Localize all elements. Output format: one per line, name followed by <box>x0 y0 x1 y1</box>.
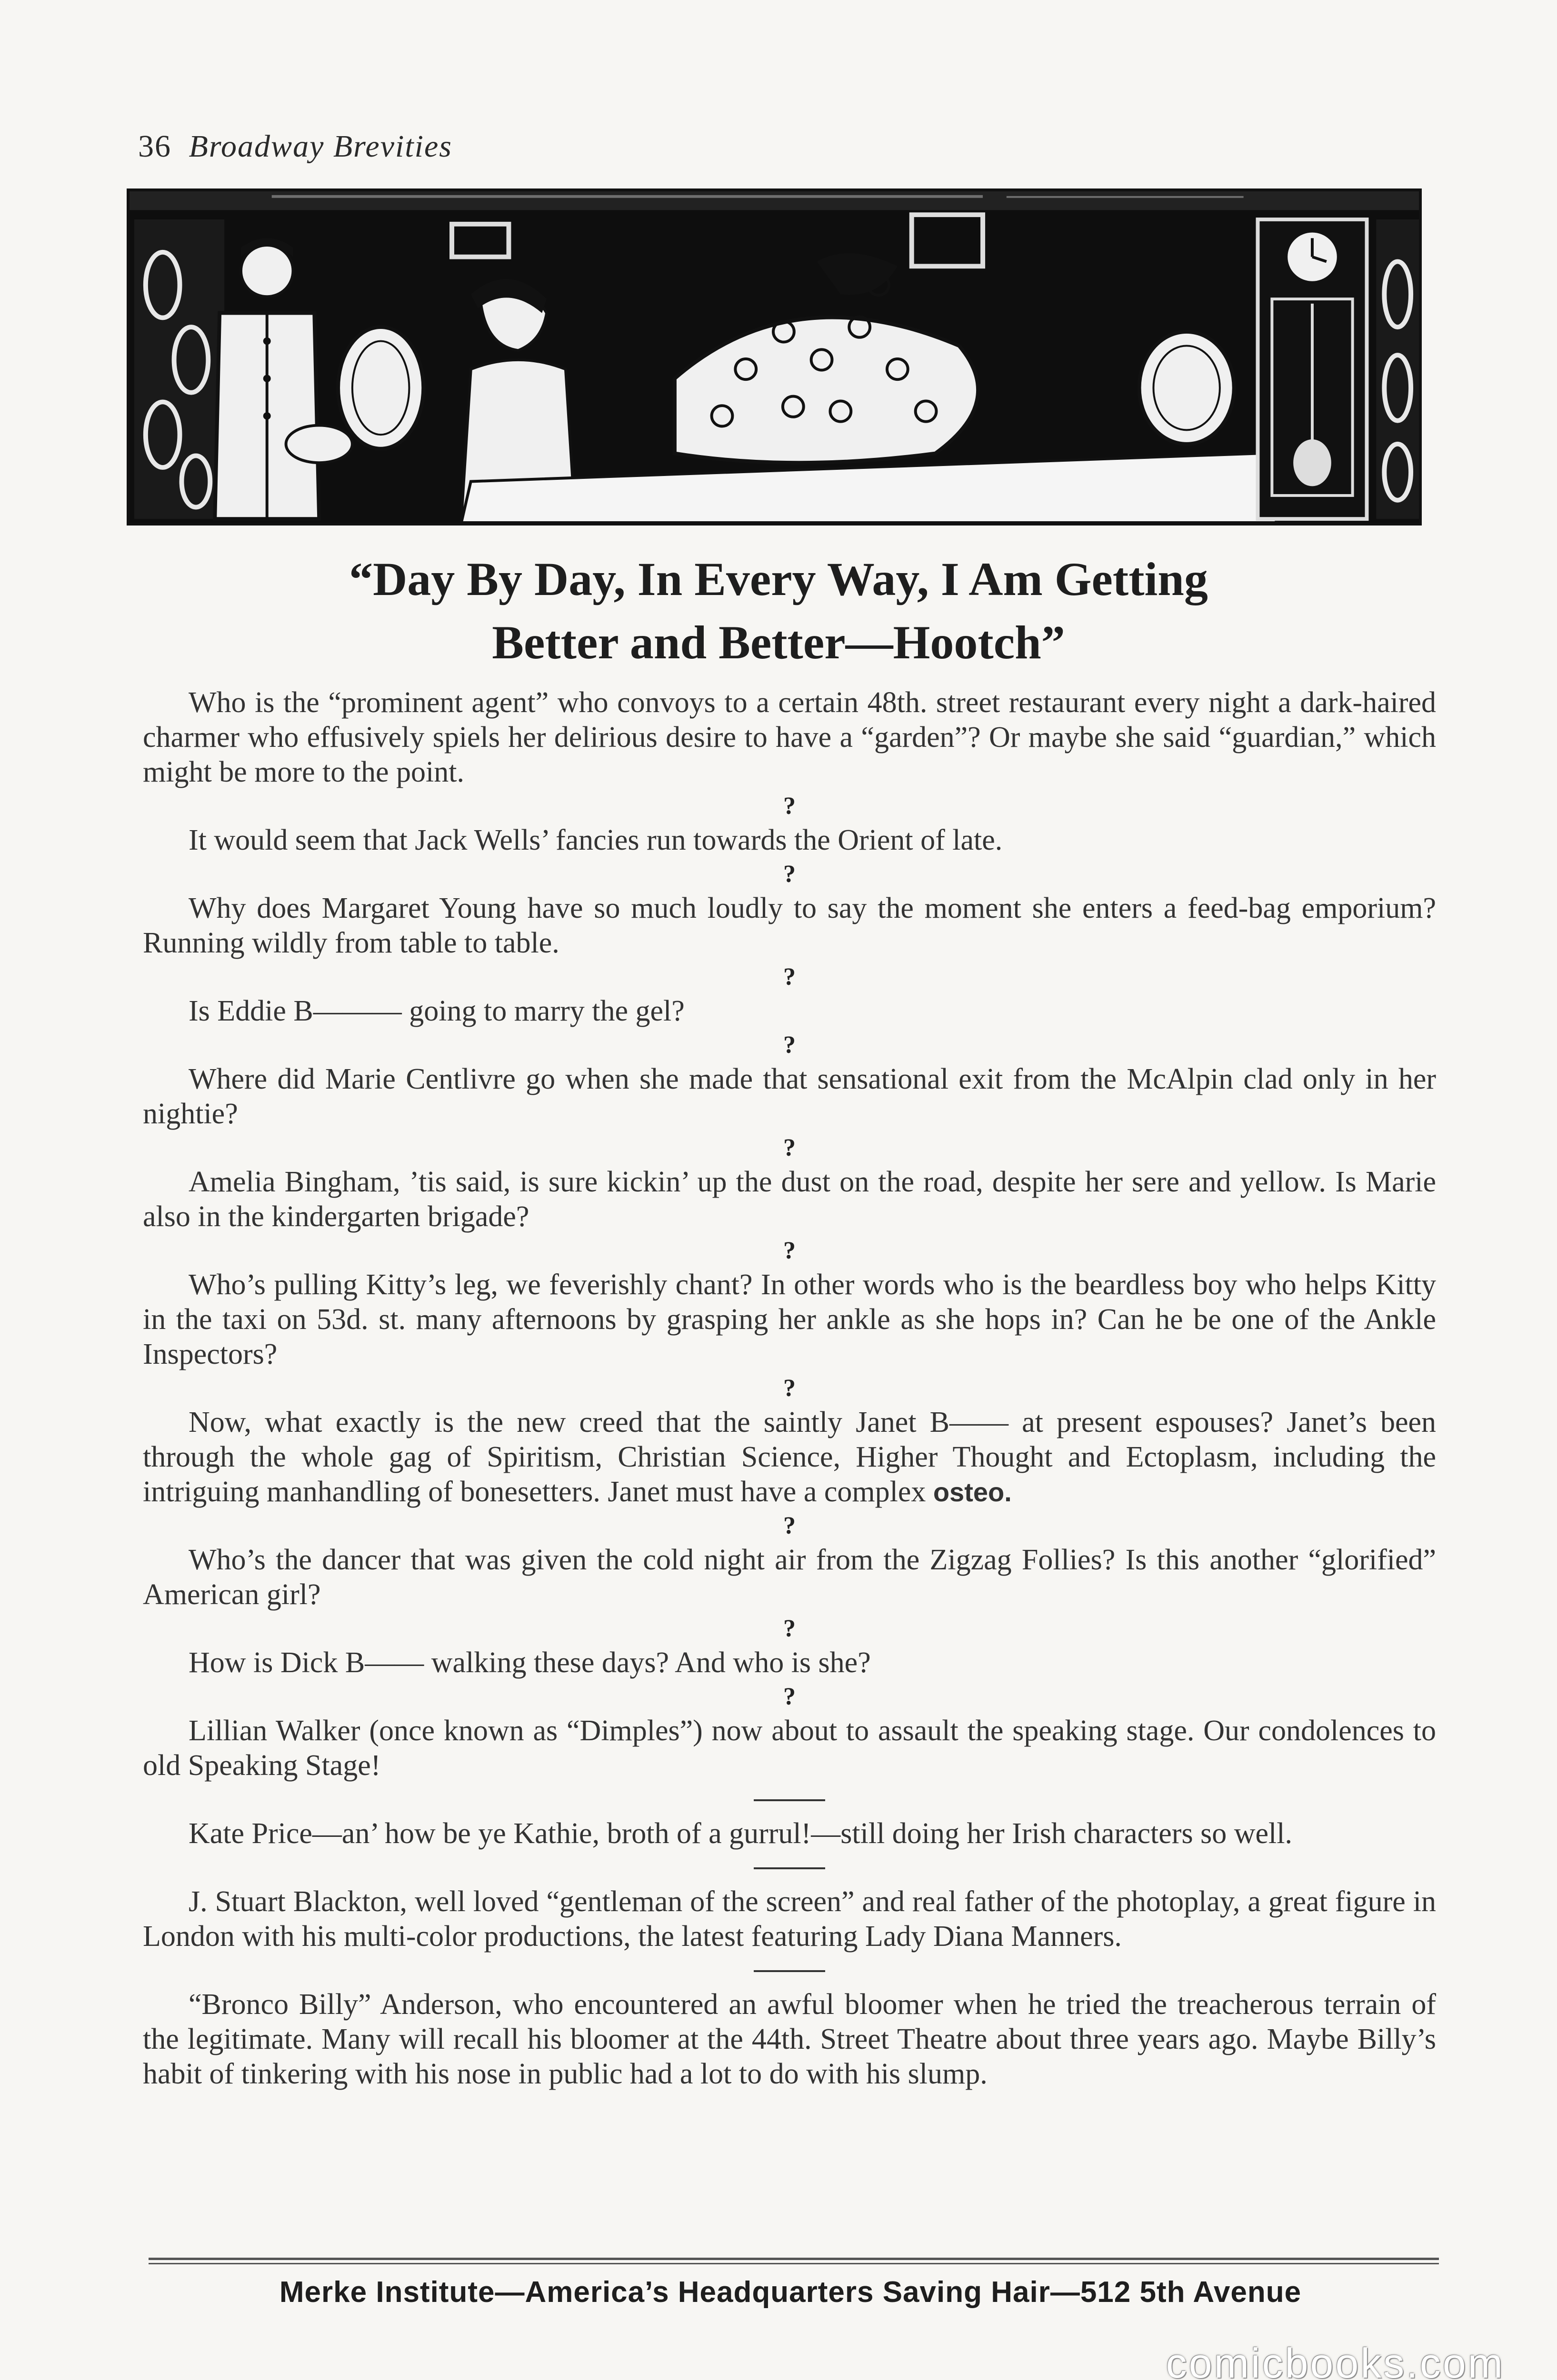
paragraph-prominent-agent: Who is the “prominent agent” who convoys to a certain 48th. street restaurant every night a dark-haired charmer who effusively spiels her delirious desire to have a “garden”? Or maybe she said “guardian,” which might be more to the point. <box>143 686 1436 788</box>
footer-double-rule <box>149 2258 1439 2264</box>
short-rule-divider <box>143 1783 1436 1816</box>
paragraph-janet-b <box>143 1405 1436 1509</box>
paragraph-kate-price: Kate Price—an’ how be ye Kathie, broth of a gurrul!—still doing her Irish characters so well. <box>189 1817 1292 1850</box>
paragraph-marie-centlivre: Where did Marie Centlivre go when she made that sensational exit from the McAlpin clad only in her nightie? <box>143 1063 1436 1130</box>
question-separator: ? <box>783 1615 796 1642</box>
paragraph-eddie-b: Is Eddie B——— going to marry the gel? <box>189 995 685 1027</box>
paragraph-dick-b: How is Dick B—— walking these days? And who is she? <box>189 1646 871 1679</box>
paragraph-zigzag-follies: Who’s the dancer that was given the cold night air from the Zigzag Follies? Is this another “glorified” American girl? <box>143 1544 1436 1611</box>
publication-title: Broadway Brevities <box>189 129 452 164</box>
question-separator: ? <box>783 963 796 991</box>
headline-line-2: Better and Better—Hootch” <box>492 616 1065 669</box>
question-separator: ? <box>783 1237 796 1264</box>
question-separator: ? <box>783 1512 796 1539</box>
illustration-restaurant-scene-icon <box>130 191 1419 523</box>
article-headline <box>143 547 1414 674</box>
short-rule-divider <box>143 1851 1436 1884</box>
headline-line-1: “Day By Day, In Every Way, I Am Getting <box>349 553 1208 605</box>
footer-advertisement: Merke Institute—America’s Headquarters Saving Hair—512 5th Avenue <box>279 2276 1302 2309</box>
paragraph-margaret-young: Why does Margaret Young have so much loudly to say the moment she enters a feed-bag emporium? Running wildly from table to table. <box>143 892 1436 959</box>
question-separator: ? <box>783 1683 796 1710</box>
paragraph-janet-b-text: Now, what exactly is the new creed that the saintly Janet B—— at present espouses? Janet’s been through the whole gag of Spiritism, Christian Science, Higher Thought and Ectoplasm, including the intriguing manhandling of bonesetters. Janet must have a complex <box>143 1406 1436 1508</box>
page-number: 36 <box>138 129 171 164</box>
paragraph-jack-wells: It would seem that Jack Wells’ fancies run towards the Orient of late. <box>189 824 1003 856</box>
question-separator: ? <box>783 1031 796 1059</box>
paragraph-kitty: Who’s pulling Kitty’s leg, we feverishly chant? In other words who is the beardless boy who helps Kitty in the taxi on 53d. st. many afternoons by grasping her ankle as she hops in? Can he be one of the Ankle Inspectors? <box>143 1269 1436 1370</box>
article-body <box>143 685 1436 2092</box>
paragraph-lillian-walker: Lillian Walker (once known as “Dimples”) now about to assault the speaking stage. Our condolences to old Speaking Stage! <box>143 1715 1436 1782</box>
paragraph-amelia-bingham: Amelia Bingham, ’tis said, is sure kickin’ up the dust on the road, despite her sere and yellow. Is Marie also in the kindergarten brigade? <box>143 1166 1436 1233</box>
watermark: comicbooks.com <box>1166 2340 1505 2380</box>
question-separator: ? <box>783 861 796 888</box>
banner-illustration <box>127 188 1422 526</box>
question-separator: ? <box>783 1375 796 1402</box>
question-separator: ? <box>783 1134 796 1161</box>
osteo-word: osteo. <box>933 1477 1012 1507</box>
running-head <box>138 129 452 165</box>
short-rule-divider <box>143 1954 1436 1987</box>
paragraph-bronco-billy: “Bronco Billy” Anderson, who encountered an awful bloomer when he tried the treacherous terrain of the legitimate. Many will recall his bloomer at the 44th. Street Theatre about three years ago. Maybe Billy’s habit of tinkering with his nose in public had a lot to do with his slump. <box>143 1988 1436 2090</box>
paragraph-stuart-blackton: J. Stuart Blackton, well loved “gentleman of the screen” and real father of the photoplay, a great figure in London with his multi-color productions, the latest featuring Lady Diana Manners. <box>143 1885 1436 1953</box>
question-separator: ? <box>783 793 796 820</box>
